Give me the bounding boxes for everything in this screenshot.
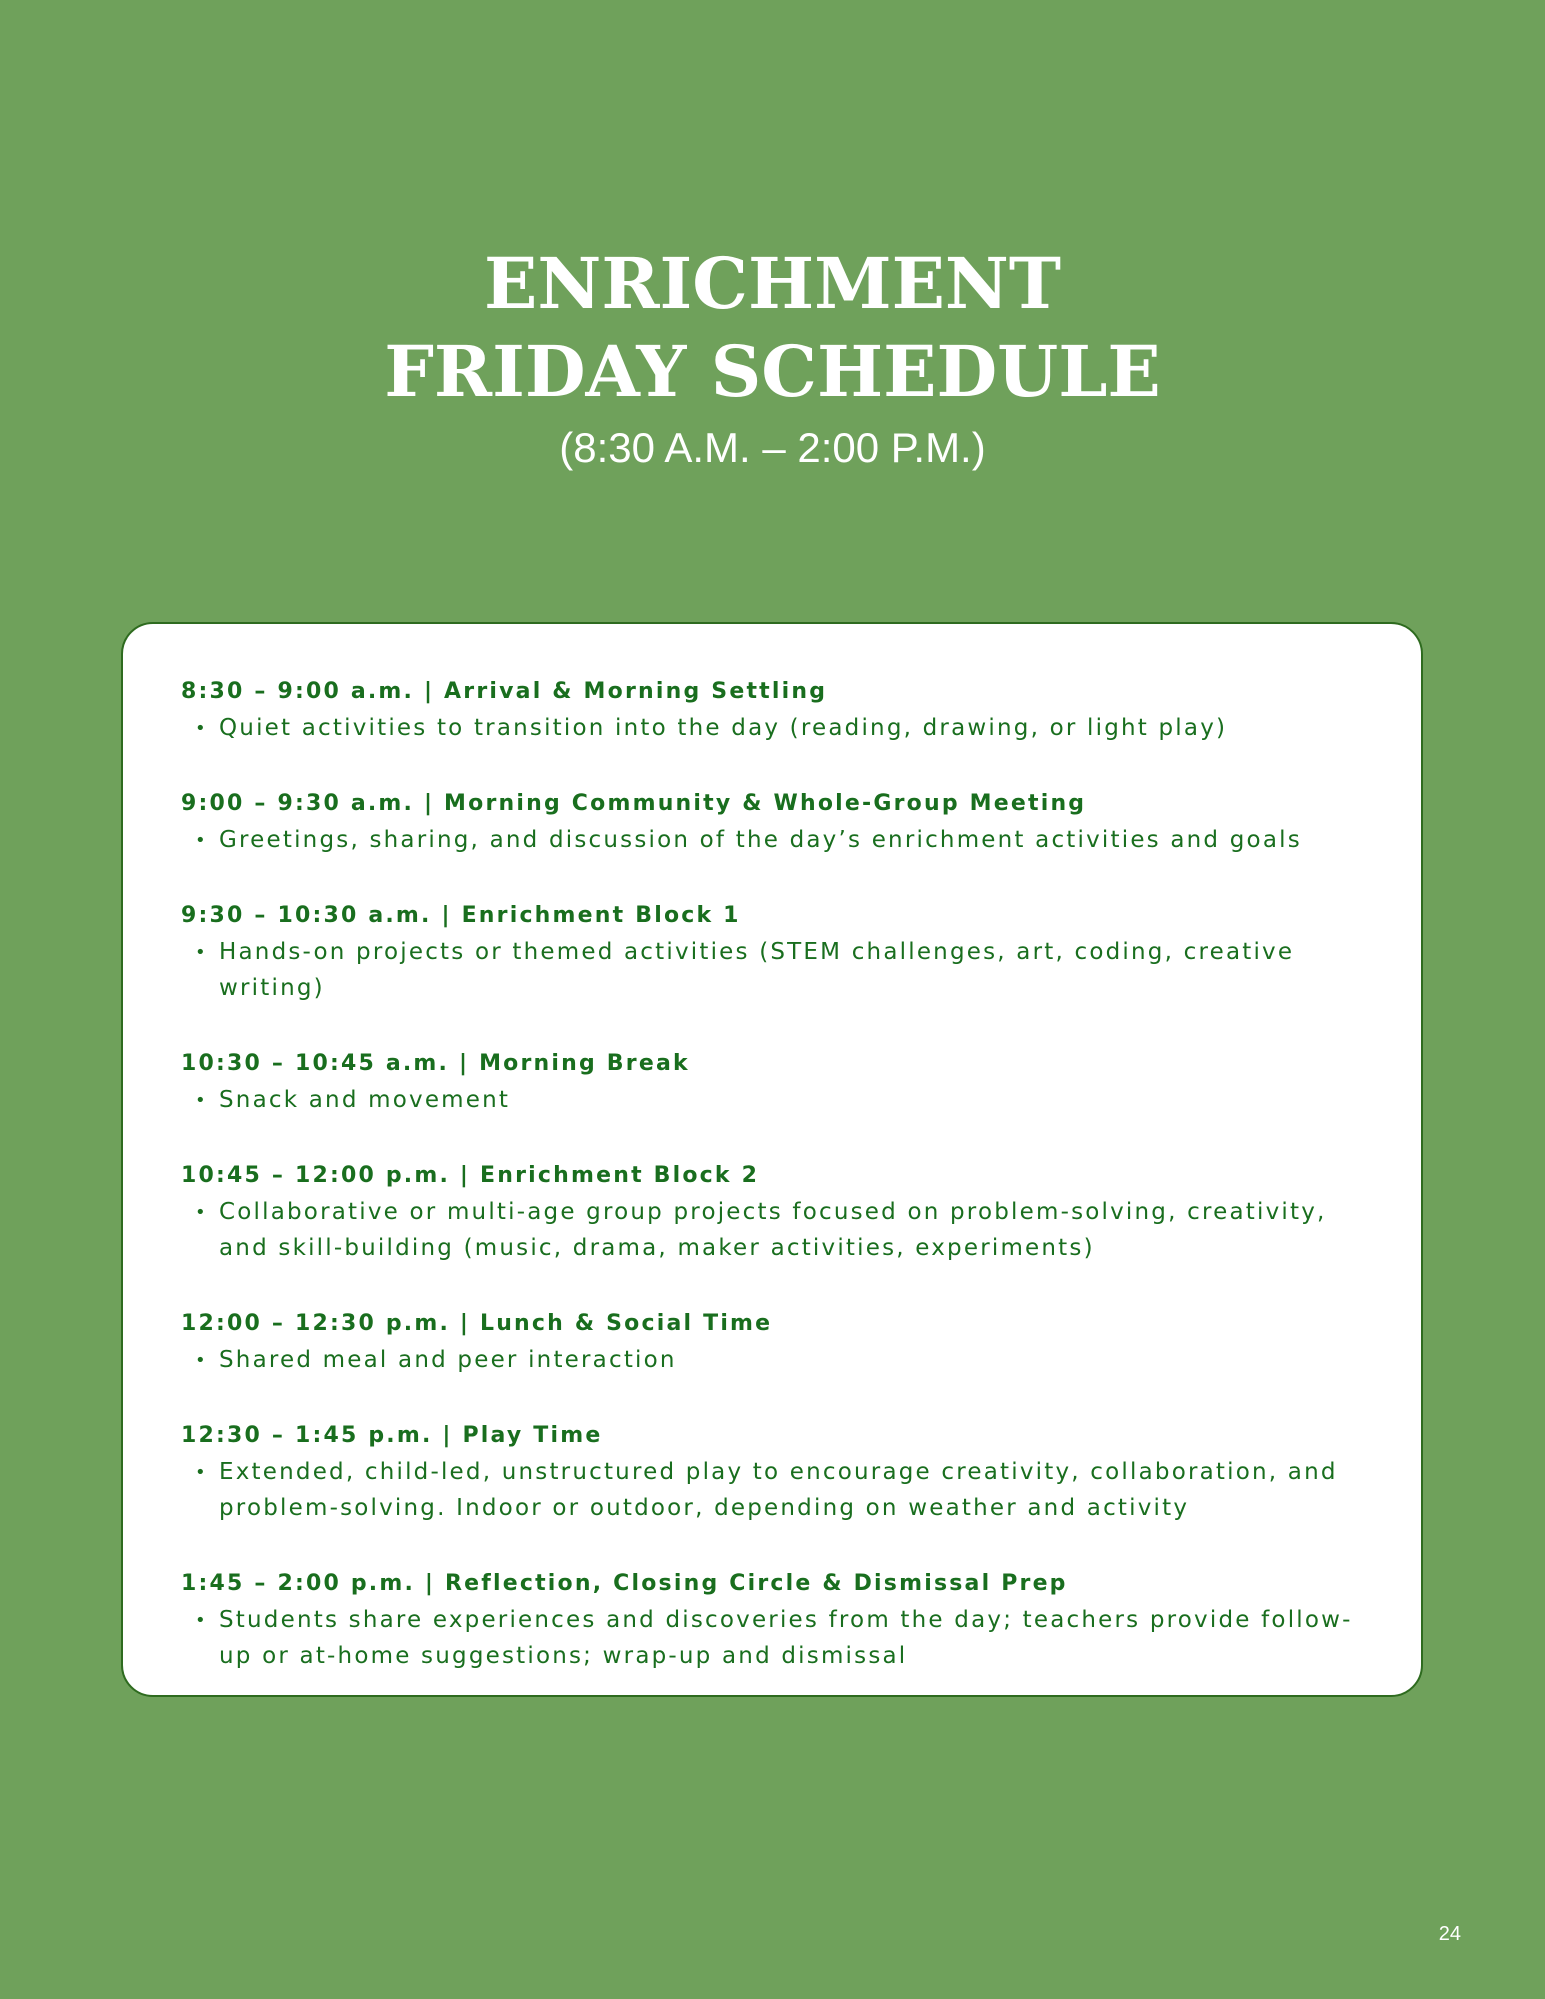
schedule-bullet	[181, 822, 1361, 858]
page-title-line-2: FRIDAY SCHEDULE	[384, 330, 1161, 413]
schedule-bullet	[181, 710, 1361, 746]
bullet-icon: •	[195, 1202, 208, 1223]
schedule-entry	[181, 898, 1361, 1006]
schedule-entry-bullets	[181, 1082, 1361, 1118]
schedule-entry	[181, 1158, 1361, 1266]
page-subtitle: (8:30 A.M. – 2:00 P.M.)	[559, 424, 986, 471]
schedule-bullet-text: Greetings, sharing, and discussion of the day’s enrichment activities and goals	[219, 827, 1302, 853]
schedule-bullet	[181, 1194, 1361, 1266]
title-block	[0, 240, 1545, 476]
schedule-entry	[181, 1418, 1361, 1526]
schedule-bullet-text: Students share experiences and discoveries from the day; teachers provide follow-up or at-home suggestions; wrap-up and dismissal	[219, 1607, 1353, 1669]
schedule-bullet-text: Hands-on projects or themed activities (STEM challenges, art, coding, creative writing)	[219, 939, 1295, 1001]
schedule-bullet-text: Snack and movement	[219, 1087, 511, 1113]
schedule-bullet	[181, 934, 1361, 1006]
bullet-icon: •	[195, 830, 208, 851]
schedule-card	[121, 622, 1423, 1697]
schedule-entry-bullets	[181, 1194, 1361, 1266]
schedule-entry	[181, 1046, 1361, 1118]
schedule-entry-bullets	[181, 1342, 1361, 1378]
schedule-entry-bullets	[181, 934, 1361, 1006]
page-number: 24	[1438, 1923, 1461, 1945]
schedule-entry-heading: 12:30 – 1:45 p.m. | Play Time	[181, 1423, 603, 1448]
schedule-bullet	[181, 1602, 1361, 1674]
schedule-entry-bullets	[181, 1454, 1361, 1526]
bullet-icon: •	[195, 718, 208, 739]
schedule-entry-bullets	[181, 710, 1361, 746]
bullet-icon: •	[195, 1610, 208, 1631]
schedule-entry-heading: 1:45 – 2:00 p.m. | Reflection, Closing Circle & Dismissal Prep	[181, 1571, 1068, 1596]
schedule-bullet	[181, 1082, 1361, 1118]
schedule-bullet-text: Quiet activities to transition into the day (reading, drawing, or light play)	[219, 715, 1228, 741]
schedule-bullet-text: Shared meal and peer interaction	[219, 1347, 677, 1373]
schedule-bullet-text: Extended, child-led, unstructured play to encourage creativity, collaboration, and problem-solving. Indoor or outdoor, depending on weather and activity	[219, 1459, 1338, 1521]
page-title-line-1: ENRICHMENT	[483, 242, 1062, 325]
bullet-icon: •	[195, 1462, 208, 1483]
schedule-entry	[181, 786, 1361, 858]
schedule-bullet-text: Collaborative or multi-age group projects focused on problem-solving, creativity, and skill-building (music, drama, maker activities, experiments)	[219, 1199, 1327, 1261]
schedule-entry	[181, 1306, 1361, 1378]
schedule-entry-heading: 12:00 – 12:30 p.m. | Lunch & Social Time	[181, 1311, 773, 1336]
bullet-icon: •	[195, 942, 208, 963]
schedule-bullet	[181, 1342, 1361, 1378]
schedule-entry-heading: 9:00 – 9:30 a.m. | Morning Community & Whole-Group Meeting	[181, 791, 1087, 816]
schedule-entry-heading: 10:45 – 12:00 p.m. | Enrichment Block 2	[181, 1163, 760, 1188]
schedule-entry-bullets	[181, 1602, 1361, 1674]
schedule-entry	[181, 674, 1361, 746]
schedule-entry-heading: 9:30 – 10:30 a.m. | Enrichment Block 1	[181, 903, 741, 928]
schedule-entry	[181, 1566, 1361, 1674]
bullet-icon: •	[195, 1090, 208, 1111]
schedule-entry-heading: 10:30 – 10:45 a.m. | Morning Break	[181, 1051, 690, 1076]
bullet-icon: •	[195, 1350, 208, 1371]
schedule-entry-bullets	[181, 822, 1361, 858]
schedule-entry-heading: 8:30 – 9:00 a.m. | Arrival & Morning Settling	[181, 679, 828, 704]
schedule-bullet	[181, 1454, 1361, 1526]
